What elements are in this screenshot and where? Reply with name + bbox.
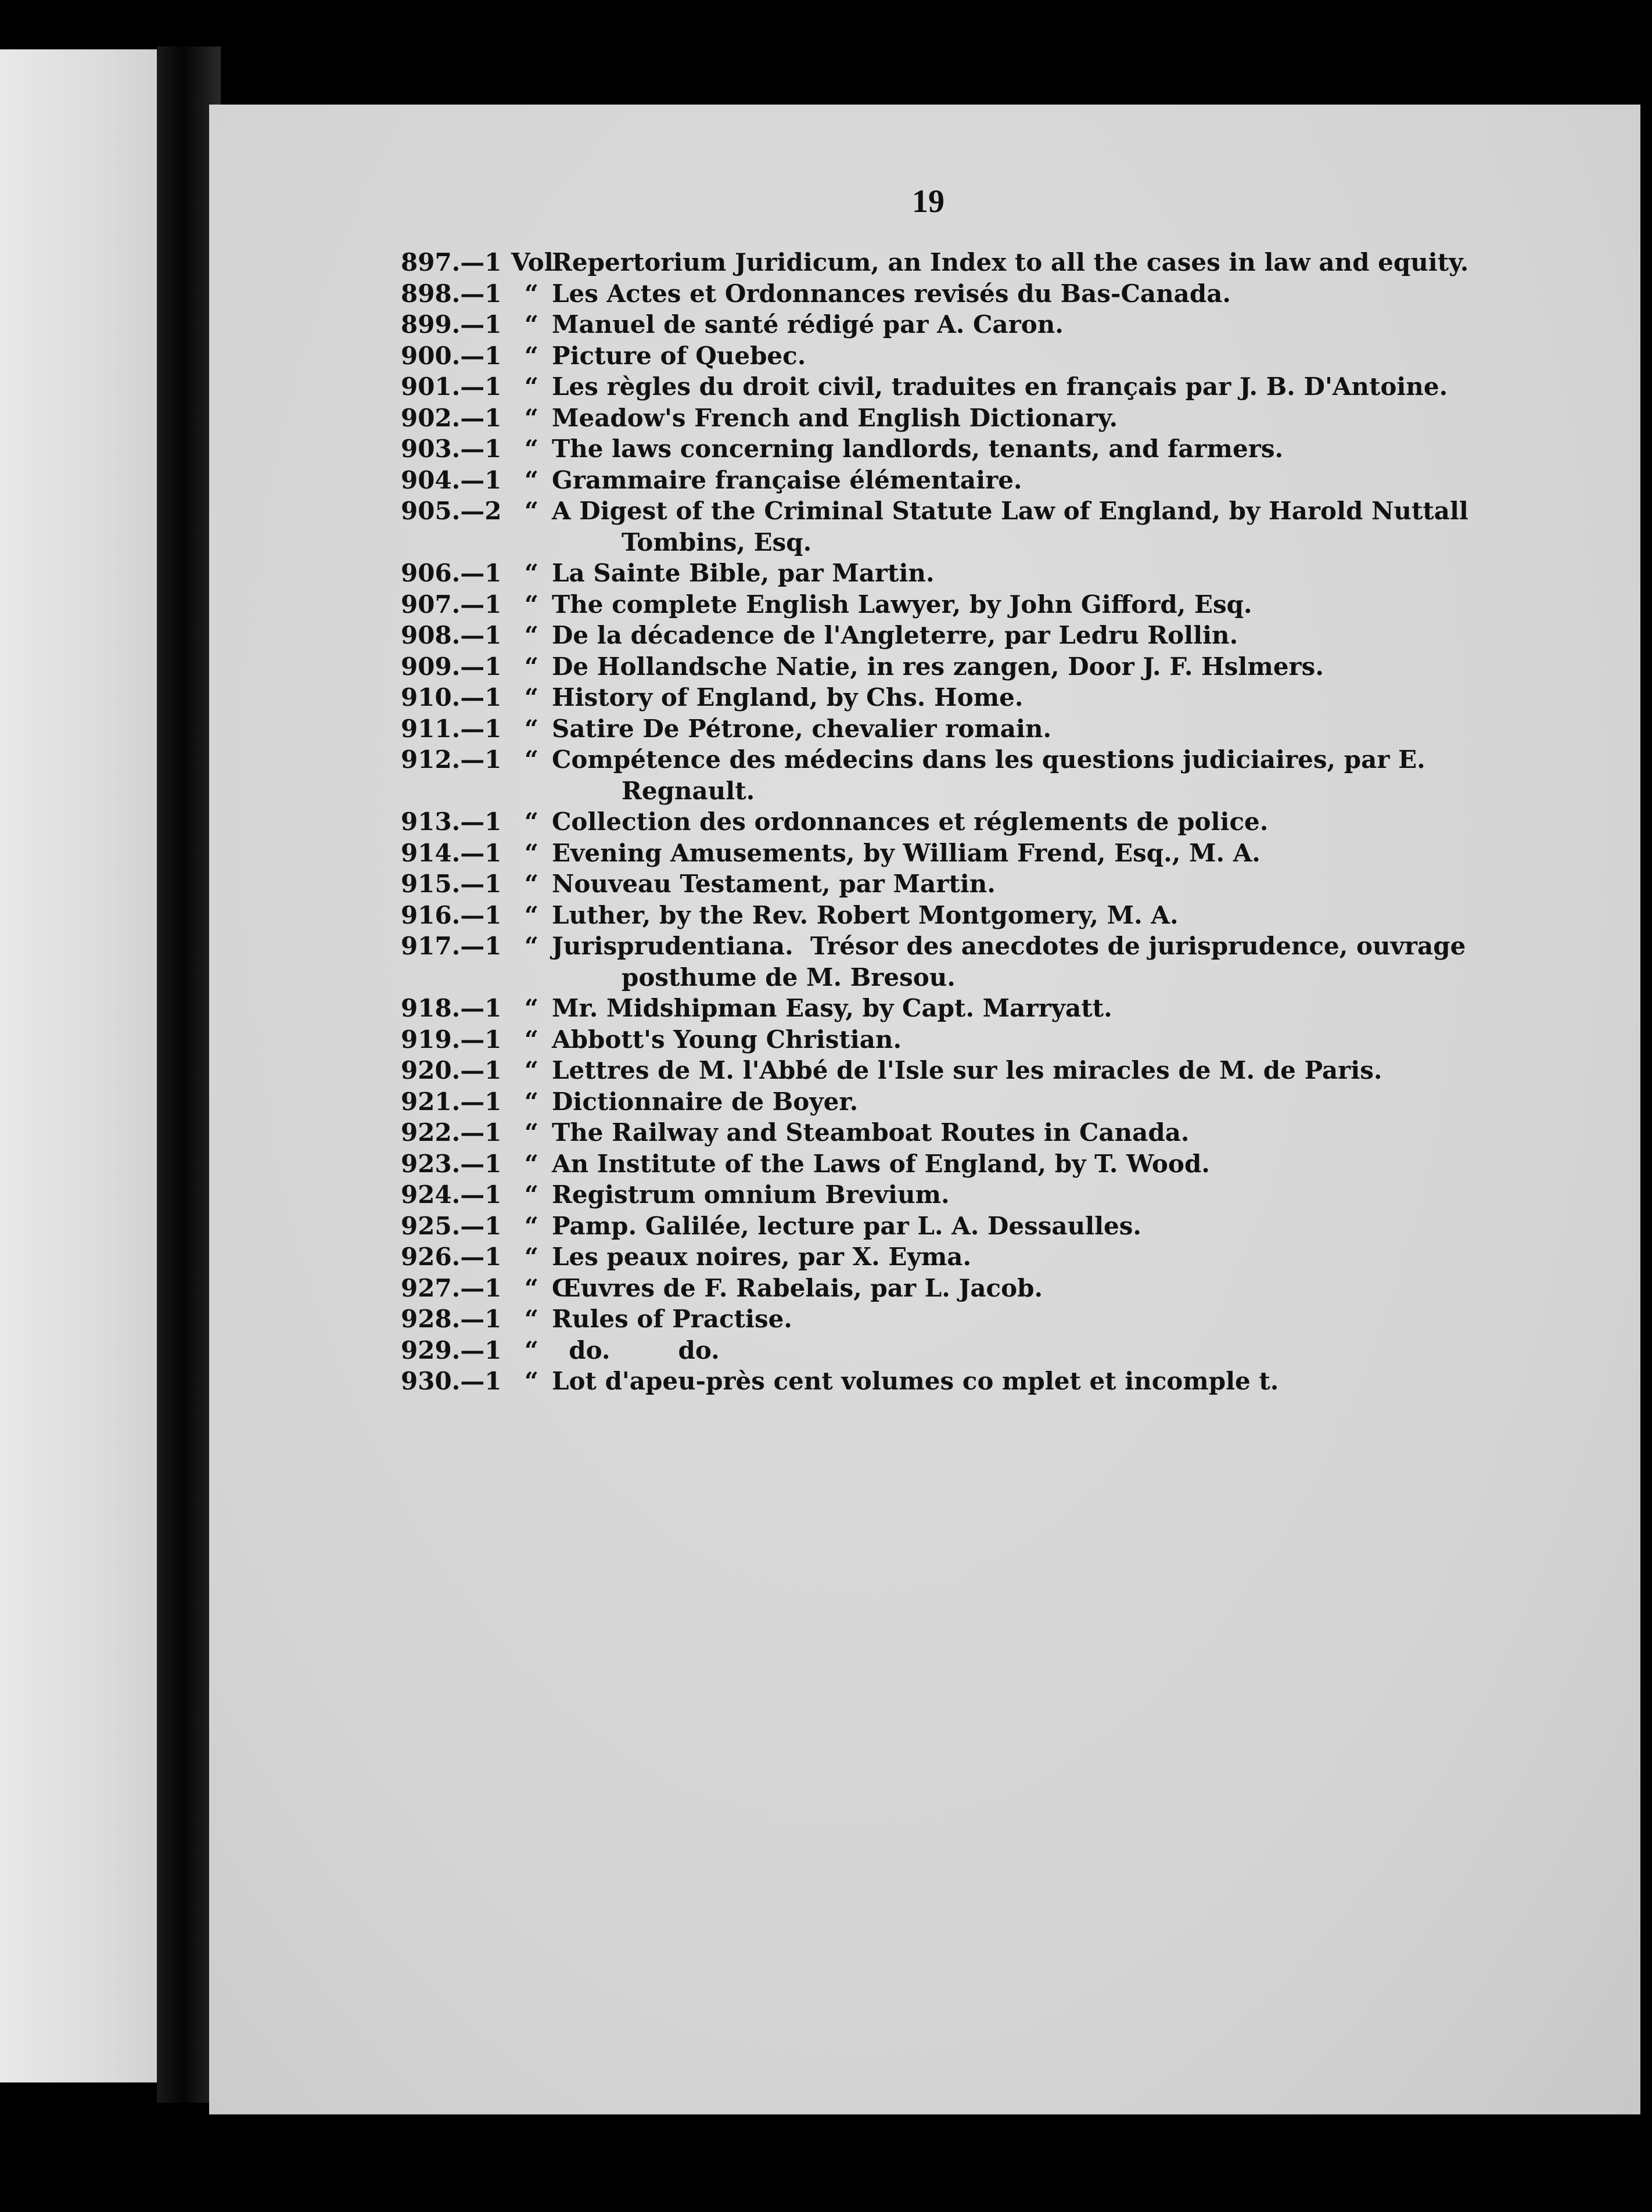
entry-title-line: Œuvres de F. Rabelais, par L. Jacob. [552, 1273, 1043, 1302]
catalog-entry [401, 744, 1652, 806]
entry-volume-mark: “ [524, 1211, 539, 1240]
entry-number: 925.—1 [401, 1211, 502, 1240]
catalog-entry [401, 993, 1652, 1024]
entry-number: 907.—1 [401, 590, 502, 619]
entry-volume-mark: “ [524, 745, 539, 774]
entry-number: 918.—1 [401, 994, 502, 1022]
entry-volume-mark: “ [524, 1305, 539, 1333]
catalog-entry [401, 651, 1652, 683]
entry-number: 903.—1 [401, 435, 502, 463]
entry-title-line: De la décadence de l'Angleterre, par Ledru Rollin. [552, 621, 1238, 649]
entry-title-line: Les peaux noires, par X. Eyma. [552, 1243, 972, 1271]
catalog-entry [401, 589, 1652, 620]
catalog-entry [401, 682, 1652, 713]
entry-number: 913.—1 [401, 807, 502, 836]
entry-title-line: Meadow's French and English Dictionary. [552, 403, 1118, 432]
entry-number: 924.—1 [401, 1180, 502, 1209]
entry-title [552, 1304, 1652, 1335]
entry-title [552, 1273, 1652, 1304]
entry-title-line: Compétence des médecins dans les questions judiciaires, par E. [552, 745, 1425, 774]
entry-title [552, 403, 1652, 434]
entry-volume-mark: “ [524, 683, 539, 712]
entry-title [552, 993, 1652, 1024]
entry-volume-mark: “ [524, 403, 539, 432]
entry-title [552, 620, 1652, 651]
entry-number: 916.—1 [401, 900, 502, 929]
entry-volume-mark: “ [524, 559, 539, 587]
entry-title [552, 340, 1652, 372]
entry-title-continuation: Regnault. [622, 776, 755, 805]
catalog-entry [401, 620, 1652, 651]
catalog-entry [401, 1335, 1652, 1366]
entry-title-line: The Railway and Steamboat Routes in Canada. [552, 1118, 1190, 1147]
page-number: 19 [912, 184, 944, 220]
adjacent-page-edge [0, 49, 168, 2082]
entry-title [552, 806, 1652, 838]
entry-title-line: Repertorium Juridicum, an Index to all the cases in law and equity. [552, 248, 1469, 276]
catalog-entry [401, 495, 1652, 558]
entry-number: 914.—1 [401, 838, 502, 867]
entry-volume-mark: “ [524, 1367, 539, 1395]
entry-title [552, 1335, 1652, 1366]
entry-title [552, 433, 1652, 465]
entry-number: 911.—1 [401, 714, 502, 743]
entry-volume-mark: “ [524, 1056, 539, 1085]
entry-number: 906.—1 [401, 559, 502, 587]
entry-volume-mark: Vol. [511, 248, 562, 276]
entry-title-line: Jurisprudentiana. Trésor des anecdotes de jurisprudence, ouvrage [552, 932, 1466, 960]
entry-volume-mark: “ [524, 1149, 539, 1178]
entry-volume-mark: “ [524, 341, 539, 370]
entry-number: 912.—1 [401, 745, 502, 774]
entry-title-line: Pamp. Galilée, lecture par L. A. Dessaulles. [552, 1211, 1142, 1240]
entry-volume-mark: “ [524, 279, 539, 308]
entry-number: 922.—1 [401, 1118, 502, 1147]
entry-number: 915.—1 [401, 870, 502, 898]
entry-volume-mark: “ [524, 932, 539, 960]
entry-title-line: Lettres de M. l'Abbé de l'Isle sur les miracles de M. de Paris. [552, 1056, 1382, 1085]
catalog-entry [401, 1304, 1652, 1335]
entry-number: 899.—1 [401, 310, 502, 339]
entry-number: 902.—1 [401, 403, 502, 432]
catalog-entry [401, 900, 1652, 931]
catalog-entry [401, 1117, 1652, 1148]
catalog-entry [401, 1366, 1652, 1397]
entry-volume-mark: “ [524, 465, 539, 494]
entry-number: 904.—1 [401, 465, 502, 494]
entry-number: 928.—1 [401, 1305, 502, 1333]
entry-title-line: An Institute of the Laws of England, by T. Wood. [552, 1149, 1210, 1178]
entry-number: 923.—1 [401, 1149, 502, 1178]
entry-volume-mark: “ [524, 590, 539, 619]
entry-volume-mark: “ [524, 310, 539, 339]
entry-title-line: Evening Amusements, by William Frend, Esq., M. A. [552, 838, 1260, 867]
entry-volume-mark: “ [524, 652, 539, 681]
catalog-entry [401, 868, 1652, 900]
entry-title [552, 1055, 1652, 1086]
entry-title [552, 465, 1652, 496]
catalog-entry [401, 1179, 1652, 1211]
catalog-entry [401, 247, 1652, 278]
entry-title-line: Nouveau Testament, par Martin. [552, 870, 996, 898]
catalog-entry [401, 433, 1652, 465]
entry-volume-mark: “ [524, 1180, 539, 1209]
entry-title [552, 371, 1652, 403]
entry-number: 898.—1 [401, 279, 502, 308]
entry-title [552, 1086, 1652, 1118]
entry-number: 905.—2 [401, 497, 502, 525]
entry-volume-mark: “ [524, 1335, 539, 1364]
entry-number: 900.—1 [401, 341, 502, 370]
entry-title [552, 1148, 1652, 1180]
entry-number: 908.—1 [401, 621, 502, 649]
entry-number: 909.—1 [401, 652, 502, 681]
entry-title [552, 278, 1652, 310]
catalog-entry [401, 278, 1652, 310]
entry-title [552, 1117, 1652, 1148]
entry-title [552, 558, 1652, 589]
entry-volume-mark: “ [524, 1025, 539, 1054]
entry-volume-mark: “ [524, 838, 539, 867]
entry-title [552, 247, 1652, 278]
entry-volume-mark: “ [524, 372, 539, 401]
entry-title-line: Dictionnaire de Boyer. [552, 1087, 859, 1116]
entry-title-line: Registrum omnium Brevium. [552, 1180, 950, 1209]
entry-title-line: History of England, by Chs. Home. [552, 683, 1023, 712]
entry-title [552, 495, 1652, 558]
catalog-entry [401, 1148, 1652, 1180]
entry-title-line: Les Actes et Ordonnances revisés du Bas-Canada. [552, 279, 1231, 308]
entry-volume-mark: “ [524, 621, 539, 649]
entry-title-line: Les règles du droit civil, traduites en français par J. B. D'Antoine. [552, 372, 1448, 401]
entry-title [552, 1241, 1652, 1273]
entry-number: 920.—1 [401, 1056, 502, 1085]
entry-title [552, 1366, 1652, 1397]
entry-title-line: Mr. Midshipman Easy, by Capt. Marryatt. [552, 994, 1112, 1022]
catalog-entry [401, 931, 1652, 993]
catalog-entry [401, 806, 1652, 838]
entry-title-line: La Sainte Bible, par Martin. [552, 559, 935, 587]
entry-number: 929.—1 [401, 1335, 502, 1364]
catalog-page [209, 105, 1640, 2114]
catalog-entry [401, 1241, 1652, 1273]
entry-title-line: A Digest of the Criminal Statute Law of England, by Harold Nuttall [552, 497, 1468, 525]
entry-title [552, 931, 1652, 993]
entry-title [552, 900, 1652, 931]
entry-number: 926.—1 [401, 1243, 502, 1271]
catalog-entry [401, 558, 1652, 589]
catalog-entry [401, 1086, 1652, 1118]
catalog-entry [401, 403, 1652, 434]
entry-title-continuation: Tombins, Esq. [622, 527, 812, 556]
entry-volume-mark: “ [524, 1118, 539, 1147]
entry-title [552, 309, 1652, 340]
entry-title [552, 838, 1652, 869]
entry-number: 897.—1 [401, 248, 502, 276]
catalog-entry [401, 713, 1652, 745]
catalog-entry [401, 371, 1652, 403]
entry-number: 927.—1 [401, 1273, 502, 1302]
entry-title-continuation: posthume de M. Bresou. [622, 963, 956, 992]
entry-title [552, 744, 1652, 806]
entry-number: 930.—1 [401, 1367, 502, 1395]
catalog-entry [401, 309, 1652, 340]
entry-title [552, 589, 1652, 620]
entry-number: 919.—1 [401, 1025, 502, 1054]
page-content [209, 105, 1652, 2114]
entry-title [552, 868, 1652, 900]
entry-title [552, 651, 1652, 683]
entry-title-line: Lot d'apeu-près cent volumes co mplet et incomple t. [552, 1367, 1279, 1395]
catalog-entry [401, 340, 1652, 372]
entry-number: 910.—1 [401, 683, 502, 712]
entry-volume-mark: “ [524, 870, 539, 898]
entry-volume-mark: “ [524, 994, 539, 1022]
entry-title-line: do. do. [552, 1335, 720, 1364]
entry-volume-mark: “ [524, 900, 539, 929]
catalog-list [401, 247, 1652, 1397]
catalog-entry [401, 838, 1652, 869]
entry-number: 921.—1 [401, 1087, 502, 1116]
entry-title-line: Manuel de santé rédigé par A. Caron. [552, 310, 1064, 339]
entry-volume-mark: “ [524, 807, 539, 836]
entry-title-line: Abbott's Young Christian. [552, 1025, 902, 1054]
entry-title-line: Rules of Practise. [552, 1305, 792, 1333]
entry-title-line: De Hollandsche Natie, in res zangen, Door J. F. Hslmers. [552, 652, 1324, 681]
entry-number: 917.—1 [401, 932, 502, 960]
entry-title-line: The laws concerning landlords, tenants, and farmers. [552, 435, 1284, 463]
entry-volume-mark: “ [524, 1273, 539, 1302]
entry-title-line: Picture of Quebec. [552, 341, 806, 370]
catalog-entry [401, 1211, 1652, 1242]
entry-number: 901.—1 [401, 372, 502, 401]
catalog-entry [401, 1024, 1652, 1055]
entry-volume-mark: “ [524, 1243, 539, 1271]
entry-title [552, 1179, 1652, 1211]
entry-volume-mark: “ [524, 714, 539, 743]
catalog-entry [401, 1273, 1652, 1304]
entry-title-line: Grammaire française élémentaire. [552, 465, 1022, 494]
catalog-entry [401, 465, 1652, 496]
entry-title-line: Collection des ordonnances et réglements de police. [552, 807, 1269, 836]
catalog-entry [401, 1055, 1652, 1086]
entry-title-line: The complete English Lawyer, by John Gifford, Esq. [552, 590, 1252, 619]
entry-volume-mark: “ [524, 435, 539, 463]
entry-title-line: Satire De Pétrone, chevalier romain. [552, 714, 1052, 743]
entry-title [552, 1024, 1652, 1055]
entry-title [552, 1211, 1652, 1242]
entry-volume-mark: “ [524, 497, 539, 525]
entry-title-line: Luther, by the Rev. Robert Montgomery, M. A. [552, 900, 1179, 929]
entry-title [552, 682, 1652, 713]
entry-volume-mark: “ [524, 1087, 539, 1116]
entry-title [552, 713, 1652, 745]
